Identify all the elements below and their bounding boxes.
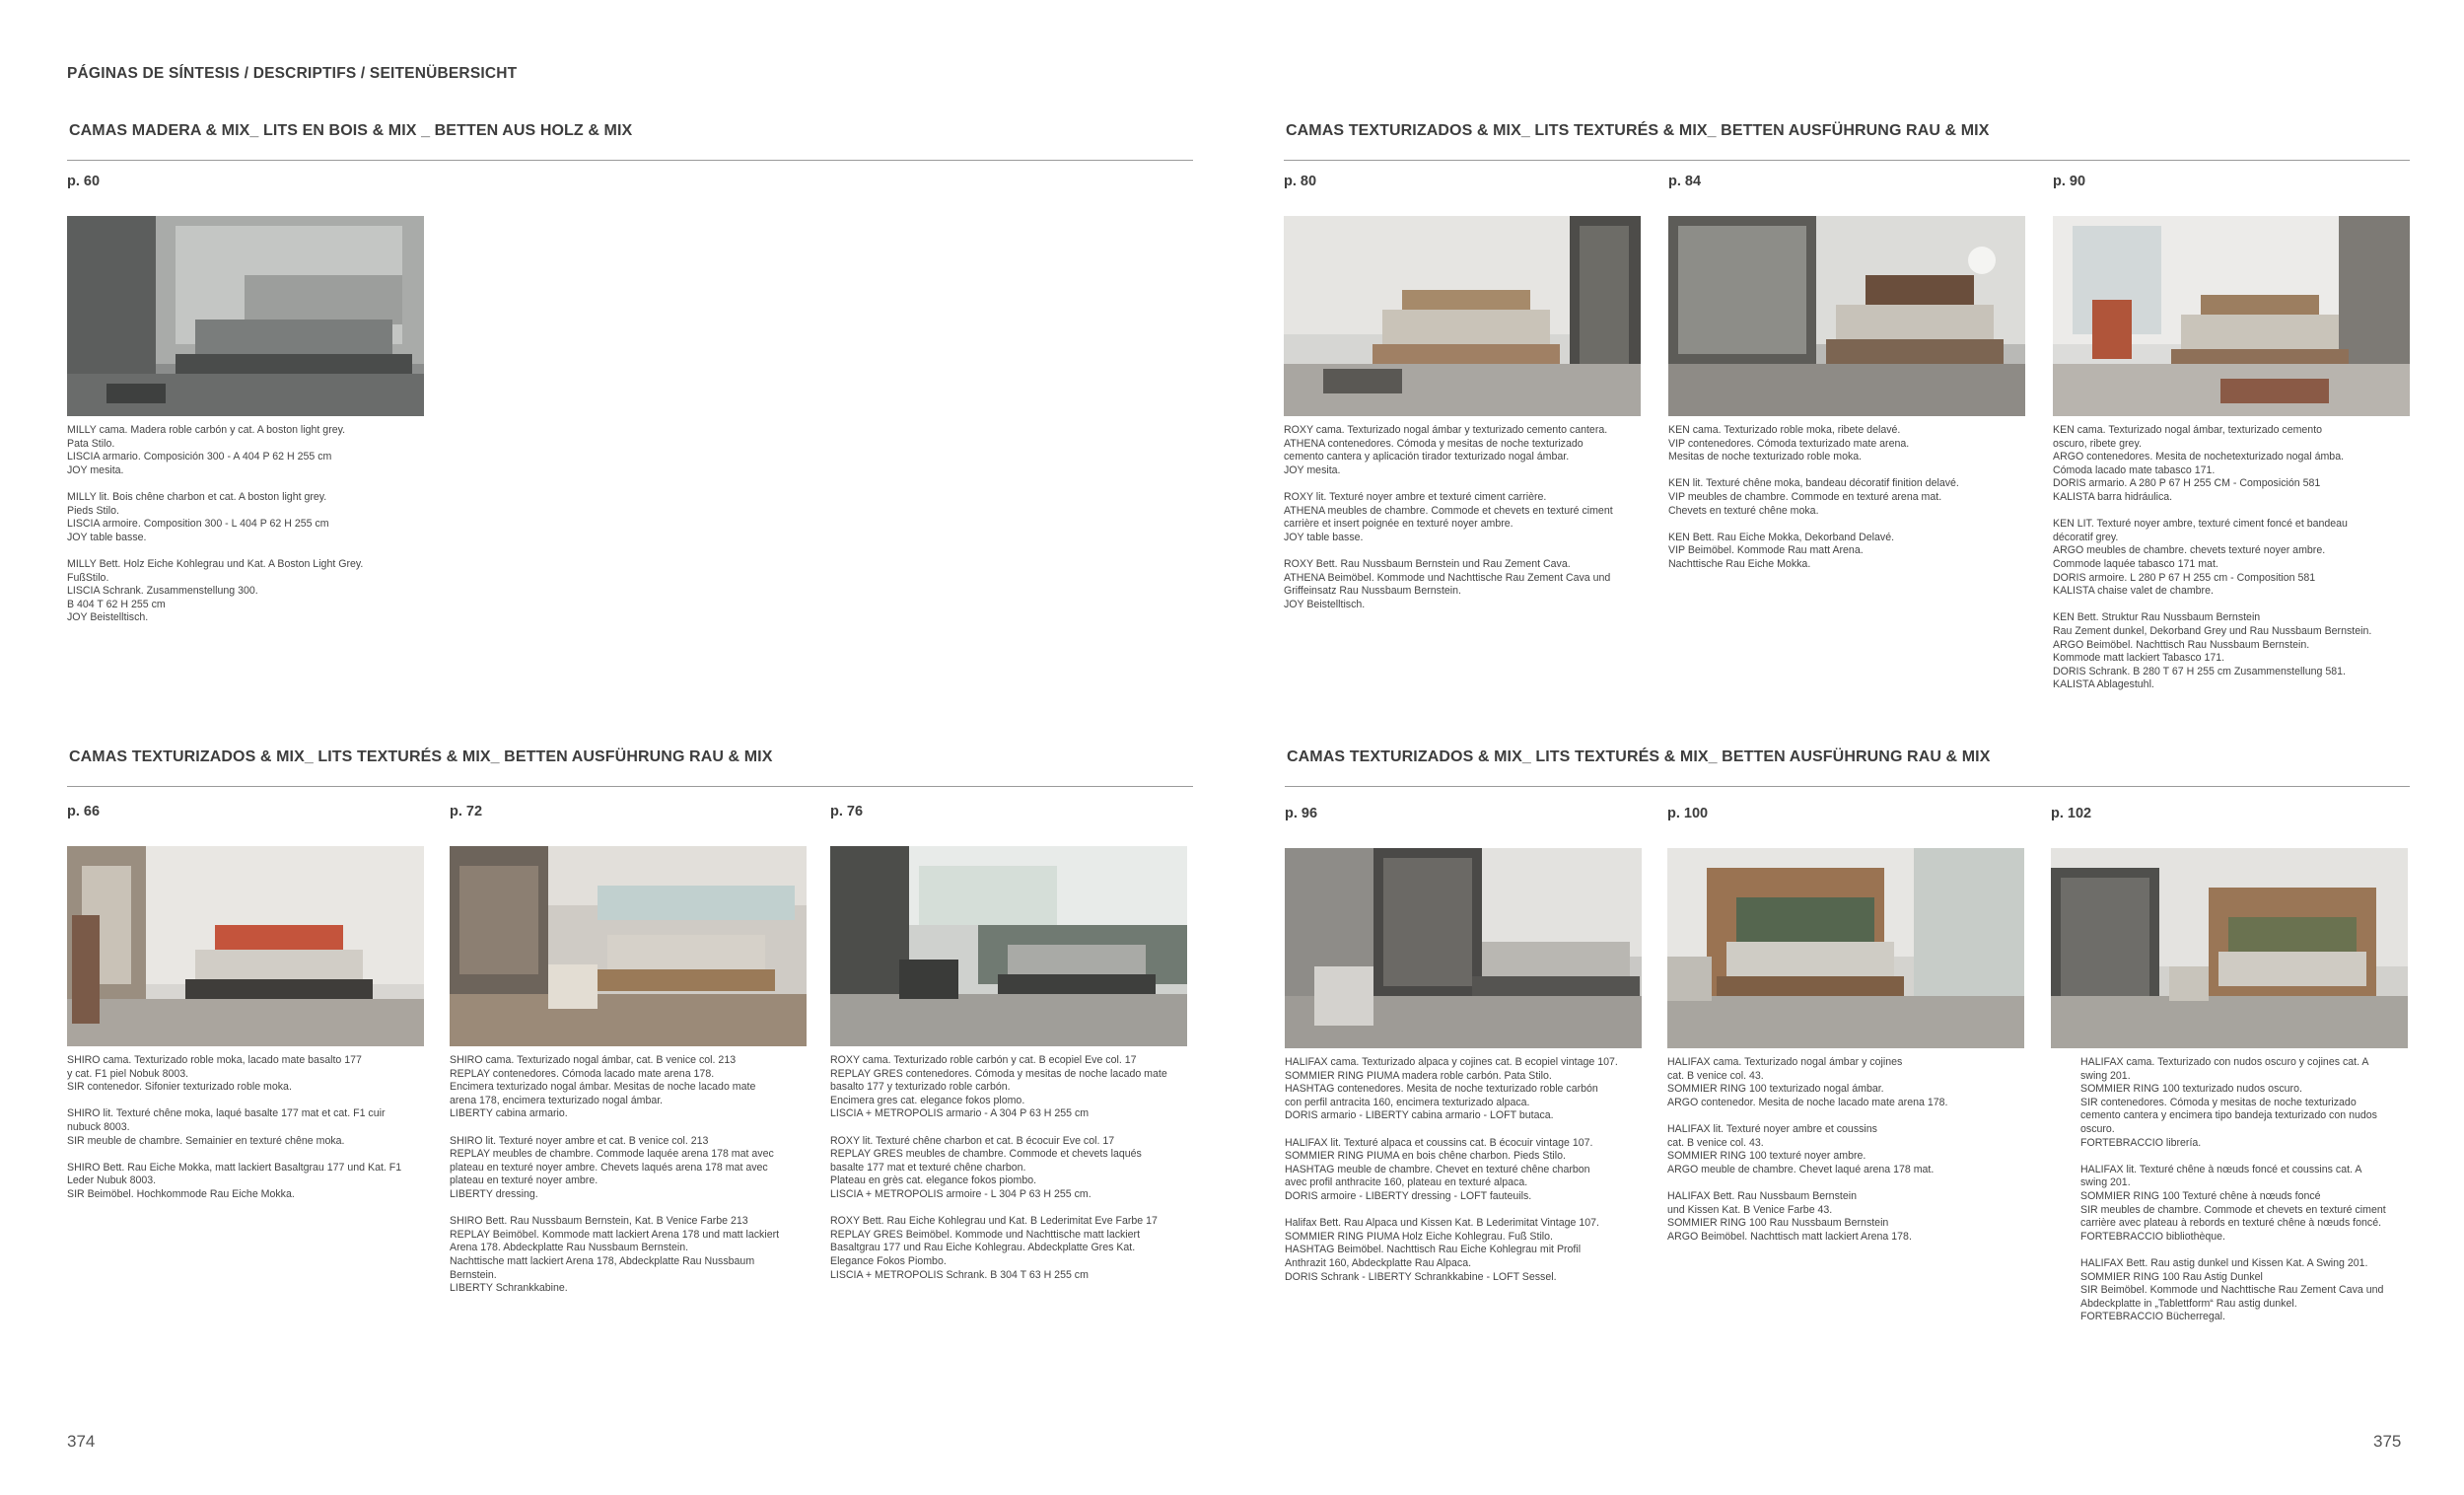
bedroom-photo[interactable] [450, 846, 807, 1046]
description-de: ROXY Bett. Rau Eiche Kohlegrau und Kat. B Lederimitat Eve Farbe 17 REPLAY GRES Beimöbel. Kommode und Nachttische matt lackiert Basaltgrau 177 und Rau Eiche Kohlegrau. Abdeckplatte Gres Kat. Elegance Fokos Piombo. LISCIA + METROPOLIS Schrank. B 304 T 63 H 255 cm [830, 1215, 1158, 1281]
bedroom-photo[interactable] [1667, 848, 2024, 1048]
section-title: CAMAS TEXTURIZADOS & MIX_ LITS TEXTURÉS & MIX_ BETTEN AUSFÜHRUNG RAU & MIX [69, 748, 773, 765]
description-fr: HALIFAX lit. Texturé chêne à nœuds foncé et coussins cat. A swing 201. SOMMIER RING 100 Texturé chêne à nœuds foncé SIR meubles de chambre. Commode et chevets en texturé ciment carrière avec plateau à rebords en texturé chêne à nœuds foncé. FORTEBRACCIO bibliothèque. [2080, 1163, 2386, 1243]
bedroom-photo[interactable] [830, 846, 1187, 1046]
section-divider [1285, 786, 2410, 787]
page-reference: p. 100 [1667, 806, 1709, 821]
section-textured-beds-bottom-left [67, 748, 1193, 1340]
description-de: MILLY Bett. Holz Eiche Kohlegrau und Kat. A Boston Light Grey. FußStilo. LISCIA Schrank. Zusammenstellung 300. B 404 T 62 H 255 cm JOY Beistelltisch. [67, 557, 364, 624]
bedroom-photo[interactable] [2051, 848, 2408, 1048]
page-reference: p. 66 [67, 804, 101, 819]
item-description [450, 1054, 807, 1309]
description-de: KEN Bett. Struktur Rau Nussbaum Bernstein Rau Zement dunkel, Dekorband Grey und Rau Nussbaum Bernstein. ARGO Beimöbel. Nachttisch Rau Nussbaum Bernstein. Kommode matt lackiert Tabasco 171. DORIS Schrank. B 280 T 67 H 255 cm Zusammenstellung 581. KALISTA Ablagestuhl. [2053, 611, 2372, 691]
page-reference: p. 90 [2053, 174, 2086, 189]
description-fr: HALIFAX lit. Texturé noyer ambre et coussins cat. B venice col. 43. SOMMIER RING 100 texturé noyer ambre. ARGO meuble de chambre. Chevet laqué arena 178 mat. [1667, 1122, 1935, 1175]
description-fr: HALIFAX lit. Texturé alpaca et coussins cat. B écocuir vintage 107. SOMMIER RING PIUMA en bois chêne charbon. Pieds Stilo. HASHTAG meuble de chambre. Chevet en texturé chêne charbon avec profil anthracite 160, plateau en texturé alpaca. DORIS armoire - LIBERTY dressing - LOFT fauteuils. [1285, 1136, 1593, 1202]
description-fr: SHIRO lit. Texturé chêne moka, laqué basalte 177 mat et cat. F1 cuir nubuck 8003. SIR meuble de chambre. Semainier en texturé chêne moka. [67, 1107, 386, 1147]
page-reference: p. 84 [1668, 174, 1702, 189]
bedroom-photo[interactable] [2053, 216, 2410, 416]
description-es: SHIRO cama. Texturizado nogal ámbar, cat. B venice col. 213 REPLAY contenedores. Cómoda lacado mate arena 178. Encimera texturizado nogal ámbar. Mesitas de noche lacado mate arena 178, encimera texturizado nogal ámbar. LIBERTY cabina armario. [450, 1054, 756, 1120]
item-description [1667, 1056, 2024, 1257]
item-description [67, 424, 424, 639]
description-es: KEN cama. Texturizado nogal ámbar, texturizado cemento oscuro, ribete grey. ARGO contenedores. Mesita de nochetexturizado nogal ámba. Cómoda lacado mate tabasco 171. DORIS armario. A 280 P 67 H 255 CM - Composición 581 KALISTA barra hidráulica. [2053, 424, 2345, 503]
description-es: ROXY cama. Texturizado roble carbón y cat. B ecopiel Eve col. 17 REPLAY GRES contenedores. Cómoda y mesitas de noche lacado mate basalto 177 y texturizado roble carbón. Encimera gres cat. elegance fokos plomo. LISCIA + METROPOLIS armario - A 304 P 63 H 255 cm [830, 1054, 1167, 1120]
description-de: HALIFAX Bett. Rau astig dunkel und Kissen Kat. A Swing 201. SOMMIER RING 100 Rau Astig Dunkel SIR Beimöbel. Kommode und Nachttische Rau Zement Cava und Abdeckplatte in „Tablettform“ Rau astig dunkel. FORTEBRACCIO Bücherregal. [2080, 1256, 2384, 1323]
description-fr: ROXY lit. Texturé chêne charbon et cat. B écocuir Eve col. 17 REPLAY GRES meubles de chambre. Commode et chevets laqués basalte 177 mat et texturé chêne charbon. Plateau en grès cat. elegance fokos piombo. LISCIA + METROPOLIS armoire - L 304 P 63 H 255 cm. [830, 1134, 1142, 1200]
page-reference: p. 102 [2051, 806, 2092, 821]
bedroom-photo[interactable] [1284, 216, 1641, 416]
description-es: ROXY cama. Texturizado nogal ámbar y texturizado cemento cantera. ATHENA contenedores. Cómoda y mesitas de noche texturizado cemento cantera y aplicación tirador texturizado nogal ámbar. JOY mesita. [1284, 424, 1608, 476]
page-reference: p. 80 [1284, 174, 1317, 189]
section-title: CAMAS TEXTURIZADOS & MIX_ LITS TEXTURÉS & MIX_ BETTEN AUSFÜHRUNG RAU & MIX [1287, 748, 1991, 765]
section-title: CAMAS TEXTURIZADOS & MIX_ LITS TEXTURÉS & MIX_ BETTEN AUSFÜHRUNG RAU & MIX [1286, 122, 1990, 139]
page-number-left: 374 [67, 1432, 96, 1451]
bedroom-photo[interactable] [1668, 216, 2025, 416]
description-es: MILLY cama. Madera roble carbón y cat. A boston light grey. Pata Stilo. LISCIA armario. Composición 300 - A 404 P 62 H 255 cm JOY mesita. [67, 424, 346, 476]
description-fr: KEN LIT. Texturé noyer ambre, texturé ciment foncé et bandeau décoratif grey. ARGO meubles de chambre. chevets texturé noyer ambre. Commode laquée tabasco 171 mat. DORIS armoire. L 280 P 67 H 255 cm - Composition 581 KALISTA chaise valet de chambre. [2053, 518, 2348, 598]
section-divider [1284, 160, 2410, 161]
page-header: PÁGINAS DE SÍNTESIS / DESCRIPTIFS / SEITENÜBERSICHT [67, 65, 518, 82]
item-description [2080, 1056, 2421, 1337]
section-divider [67, 160, 1193, 161]
description-de: HALIFAX Bett. Rau Nussbaum Bernstein und Kissen Kat. B Venice Farbe 43. SOMMIER RING 100 Rau Nussbaum Bernstein ARGO Beimöbel. Nachttisch matt lackiert Arena 178. [1667, 1189, 1912, 1243]
page-reference: p. 60 [67, 174, 101, 189]
description-de: KEN Bett. Rau Eiche Mokka, Dekorband Delavé. VIP Beimöbel. Kommode Rau matt Arena. Nachttische Rau Eiche Mokka. [1668, 531, 1895, 570]
section-title: CAMAS MADERA & MIX_ LITS EN BOIS & MIX _ BETTEN AUS HOLZ & MIX [69, 122, 633, 139]
page-number-right: 375 [2373, 1432, 2402, 1451]
description-de: Halifax Bett. Rau Alpaca und Kissen Kat. B Lederimitat Vintage 107. SOMMIER RING PIUMA Holz Eiche Kohlegrau. Fuß Stilo. HASHTAG Beimöbel. Nachttisch Rau Eiche Kohlegrau mit Profil Anthrazit 160, Abdeckplatte Rau Alpaca. DORIS Schrank - LIBERTY Schrankkabine - LOFT Sessel. [1285, 1217, 1599, 1283]
description-es: SHIRO cama. Texturizado roble moka, lacado mate basalto 177 y cat. F1 piel Nobuk 8003. SIR contenedor. Sifonier texturizado roble moka. [67, 1054, 362, 1094]
description-fr: ROXY lit. Texturé noyer ambre et texturé ciment carrière. ATHENA meubles de chambre. Commode et chevets en texturé ciment carrière et insert poignée en texturé noyer ambre. JOY table basse. [1284, 490, 1613, 543]
section-wood-beds [67, 122, 1193, 635]
item-description [1285, 1056, 1642, 1298]
item-description [2053, 424, 2410, 705]
description-es: HALIFAX cama. Texturizado alpaca y cojines cat. B ecopiel vintage 107. SOMMIER RING PIUMA madera roble carbón. Pata Stilo. HASHTAG contenedores. Mesita de noche texturizado roble carbón con perfil antracita 160, encimera texturizado alpaca. DORIS armario - LIBERTY cabina armario - LOFT butaca. [1285, 1056, 1618, 1122]
section-textured-beds-top [1284, 122, 2410, 714]
page-reference: p. 96 [1285, 806, 1318, 821]
description-es: HALIFAX cama. Texturizado con nudos oscuro y cojines cat. A swing 201. SOMMIER RING 100 texturizado nudos oscuro. SIR contenedores. Cómoda y mesitas de noche texturizado cemento cantera y encimera tipo bandeja texturizado con nudos oscuro. FORTEBRACCIO librería. [2080, 1056, 2377, 1149]
page-reference: p. 72 [450, 804, 483, 819]
bedroom-photo[interactable] [67, 216, 424, 416]
description-fr: KEN lit. Texturé chêne moka, bandeau décoratif finition delavé. VIP meubles de chambre. Commode en texturé arena mat. Chevets en texturé chêne moka. [1668, 477, 1959, 517]
description-de: ROXY Bett. Rau Nussbaum Bernstein und Rau Zement Cava. ATHENA Beimöbel. Kommode und Nachttische Rau Zement Cava und Griffeinsatz Rau Nussbaum Bernstein. JOY Beistelltisch. [1284, 557, 1611, 610]
bedroom-photo[interactable] [67, 846, 424, 1046]
item-description [830, 1054, 1187, 1296]
item-description [67, 1054, 424, 1215]
section-textured-beds-bottom-right [1285, 748, 2410, 1340]
description-de: SHIRO Bett. Rau Nussbaum Bernstein, Kat. B Venice Farbe 213 REPLAY Beimöbel. Kommode matt lackiert Arena 178 und matt lackiert Arena 178. Abdeckplatte Rau Nussbaum Bernstein. Nachttische matt lackiert Arena 178, Abdeckplatte Rau Nussbaum Bernstein. LIBERTY Schrankkabine. [450, 1215, 780, 1295]
description-fr: MILLY lit. Bois chêne charbon et cat. A boston light grey. Pieds Stilo. LISCIA armoire. Composition 300 - L 404 P 62 H 255 cm JOY table basse. [67, 490, 329, 543]
bedroom-photo[interactable] [1285, 848, 1642, 1048]
item-description [1284, 424, 1641, 625]
description-de: SHIRO Bett. Rau Eiche Mokka, matt lackiert Basaltgrau 177 und Kat. F1 Leder Nubuk 8003. SIR Beimöbel. Hochkommode Rau Eiche Mokka. [67, 1161, 402, 1200]
section-divider [67, 786, 1193, 787]
description-es: KEN cama. Texturizado roble moka, ribete delavé. VIP contenedores. Cómoda texturizado mate arena. Mesitas de noche texturizado roble moka. [1668, 424, 1910, 463]
page-reference: p. 76 [830, 804, 864, 819]
description-es: HALIFAX cama. Texturizado nogal ámbar y cojines cat. B venice col. 43. SOMMIER RING 100 texturizado nogal ámbar. ARGO contenedor. Mesita de noche lacado mate arena 178. [1667, 1056, 1948, 1108]
description-fr: SHIRO lit. Texturé noyer ambre et cat. B venice col. 213 REPLAY meubles de chambre. Commode laquée arena 178 mat avec plateau en texturé noyer ambre. Chevets laqués arena 178 mat avec plateau en texturé noyer ambre. LIBERTY dressing. [450, 1134, 774, 1200]
item-description [1668, 424, 2025, 585]
